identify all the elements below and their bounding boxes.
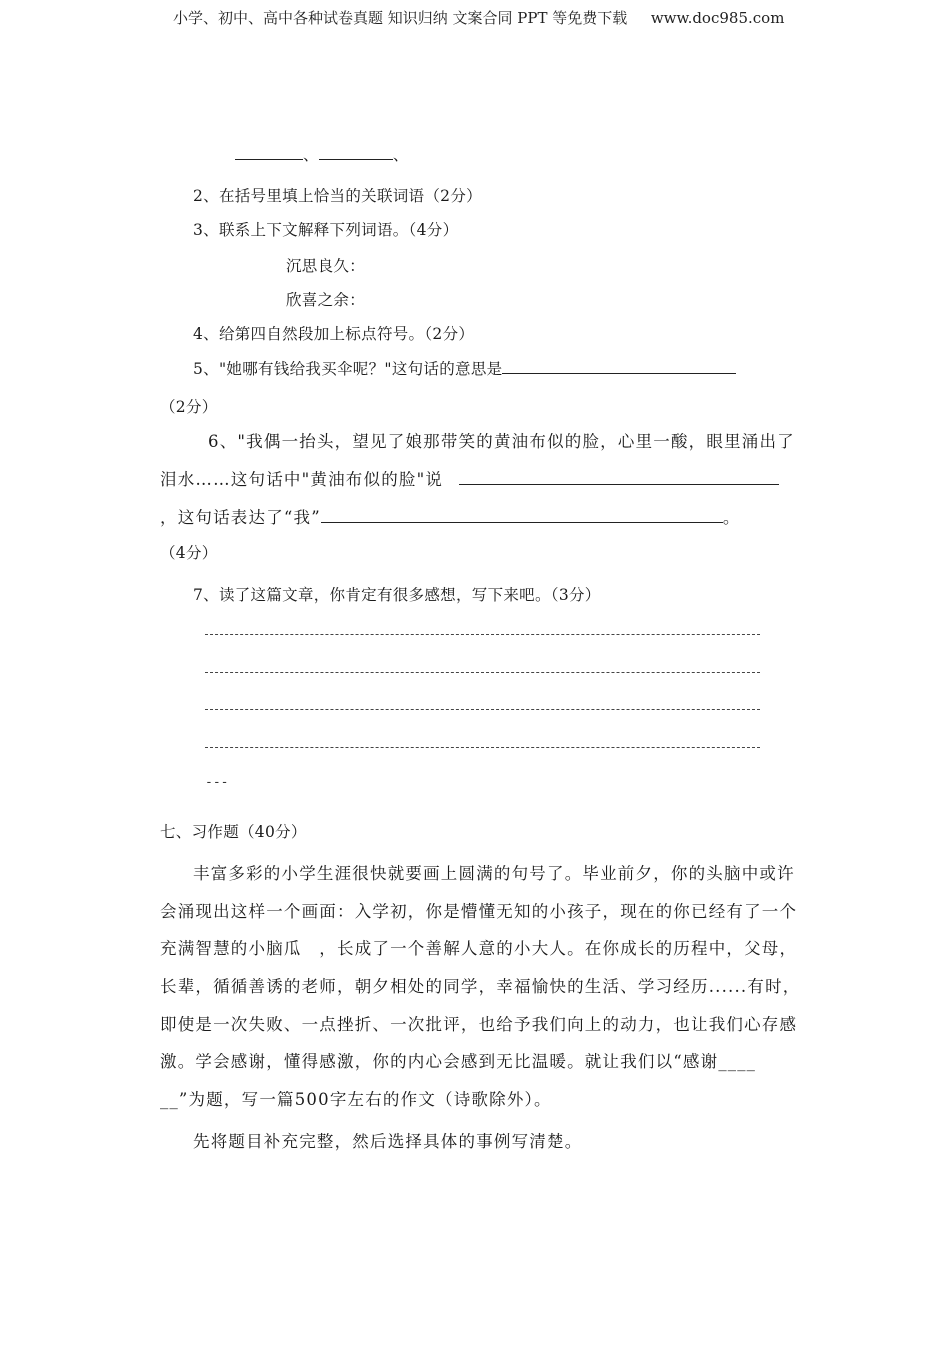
writing-line (205, 747, 760, 748)
question-7: 7、读了这篇文章，你肯定有很多感想，写下来吧。（3分） (193, 586, 601, 604)
answer-blank (235, 145, 303, 160)
question-6-line-1: 6、"我偶一抬头，望见了娘那带笑的黄油布似的脸，心里一酸，眼里涌出了 (208, 432, 795, 451)
essay-prompt-line: 即使是一次失败、一点挫折、一次批评，也给予我们向上的动力，也让我们心存感 (160, 1015, 798, 1034)
essay-prompt-line: 充满智慧的小脑瓜 ，长成了一个善解人意的小大人。在你成长的历程中，父母， (160, 939, 798, 958)
essay-instruction: 先将题目补充完整，然后选择具体的事例写清楚。 (193, 1132, 583, 1151)
answer-blank (459, 470, 779, 485)
essay-prompt-line: 丰富多彩的小学生涯很快就要画上圆满的句号了。毕业前夕，你的头脑中或许 (193, 864, 795, 883)
answer-blank (321, 508, 723, 523)
question-6-line-2 (160, 466, 779, 490)
essay-prompt-line: 会涌现出这样一个画面：入学初，你是懵懂无知的小孩子，现在的你已经有了一个 (160, 902, 798, 921)
writing-line (205, 672, 760, 673)
question-6-score: （4分） (160, 544, 218, 562)
header-url: www.doc985.com (650, 9, 785, 27)
question-6-line-3-prefix: ，这句话表达了“我” (160, 508, 321, 527)
separator: 、 (303, 146, 319, 164)
writing-line (205, 634, 760, 635)
page-header (173, 7, 784, 28)
question-5-score: （2分） (160, 398, 218, 416)
question-3-term-1: 沉思良久： (286, 257, 366, 275)
question-4: 4、给第四自然段加上标点符号。（2分） (193, 325, 475, 343)
answer-blank (319, 145, 393, 160)
answer-blank (502, 359, 736, 374)
section-7-title: 七、习作题（40分） (160, 823, 307, 841)
writing-line (205, 709, 760, 710)
essay-prompt-line: 激。学会感谢，懂得感激，你的内心会感到无比温暖。就让我们以“感谢____ (160, 1052, 757, 1071)
question-3-term-2: 欣喜之余： (286, 291, 366, 309)
question-6-line-2-text: 泪水……这句话中"黄油布似的脸"说 (160, 470, 444, 489)
question-2: 2、在括号里填上恰当的关联词语（2分） (193, 187, 482, 205)
question-6-line-3 (160, 504, 741, 528)
essay-prompt-line: __”为题，写一篇500字左右的作文（诗歌除外）。 (160, 1090, 552, 1109)
question-1-blanks (235, 143, 409, 165)
question-5 (193, 357, 736, 379)
question-6-line-3-suffix: 。 (722, 508, 741, 527)
question-5-text: 5、"她哪有钱给我买伞呢？"这句话的意思是 (193, 360, 503, 378)
question-3: 3、联系上下文解释下列词语。（4分） (193, 221, 459, 239)
essay-prompt-line: 长辈，循循善诱的老师，朝夕相处的同学，幸福愉快的生活、学习经历......有时， (160, 977, 801, 996)
writing-line-tail: --- (205, 775, 229, 790)
separator: 、 (392, 146, 409, 164)
header-text: 小学、初中、高中各种试卷真题 知识归纳 文案合同 PPT 等免费下载 (173, 9, 628, 27)
